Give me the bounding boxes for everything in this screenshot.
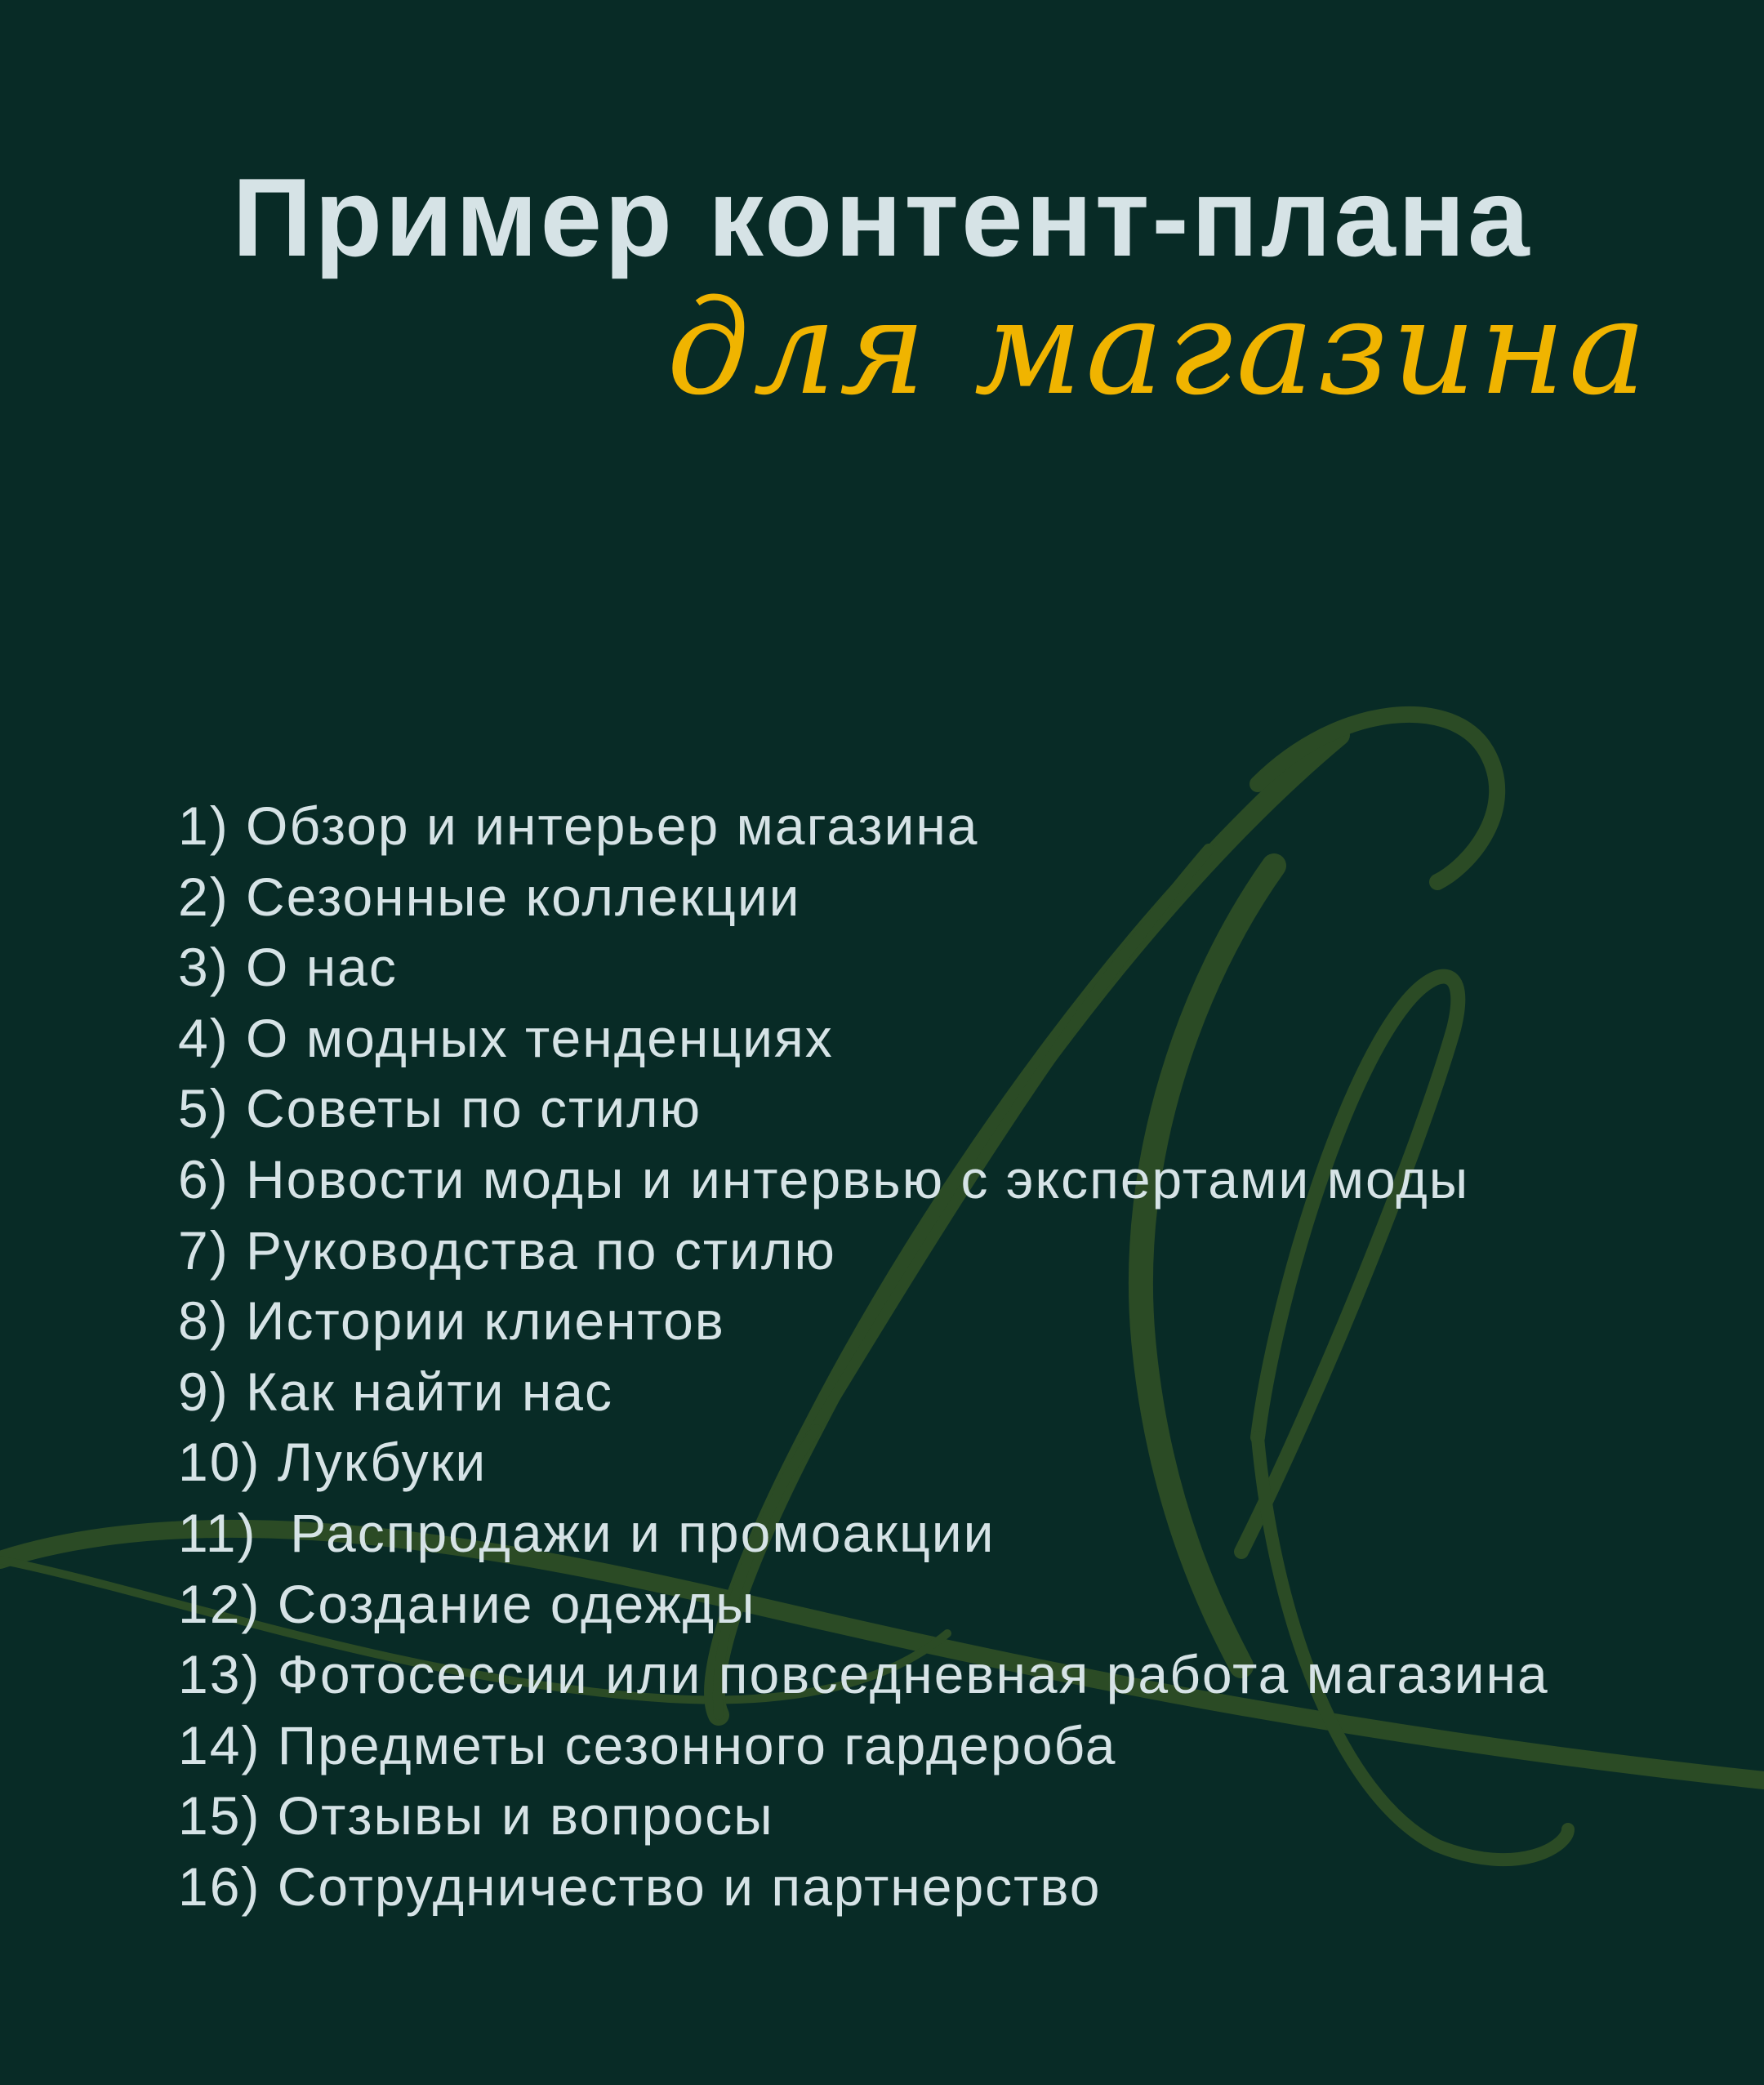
list-item: 10) Лукбуки	[178, 1432, 488, 1493]
list-item: 16) Сотрудничество и партнерство	[178, 1856, 1102, 1917]
list-item: 11) Распродажи и промоакции	[178, 1502, 996, 1563]
list-item: 6) Новости моды и интервью с экспертами моды	[178, 1148, 1470, 1210]
page-title: Пример контент-плана	[232, 155, 1532, 279]
list-item: 15) Отзывы и вопросы	[178, 1785, 774, 1847]
content-plan-list	[178, 791, 1549, 1922]
list-item: 2) Сезонные коллекции	[178, 866, 801, 927]
list-item: 1) Обзор и интерьер магазина	[178, 795, 979, 856]
list-item: 14) Предметы сезонного гардероба	[178, 1714, 1117, 1775]
list-item: 8) Истории клиентов	[178, 1290, 725, 1352]
list-item: 13) Фотосессии или повседневная работа магазина	[178, 1644, 1549, 1705]
list-item: 9) Как найти нас	[178, 1361, 613, 1422]
list-item: 12) Создание одежды	[178, 1573, 756, 1634]
list-item: 3) О нас	[178, 937, 398, 998]
list-item: 4) О модных тенденциях	[178, 1007, 834, 1068]
page-subtitle: для магазина	[666, 271, 1650, 424]
list-item: 5) Советы по стилю	[178, 1078, 702, 1139]
list-item: 7) Руководства по стилю	[178, 1219, 836, 1281]
